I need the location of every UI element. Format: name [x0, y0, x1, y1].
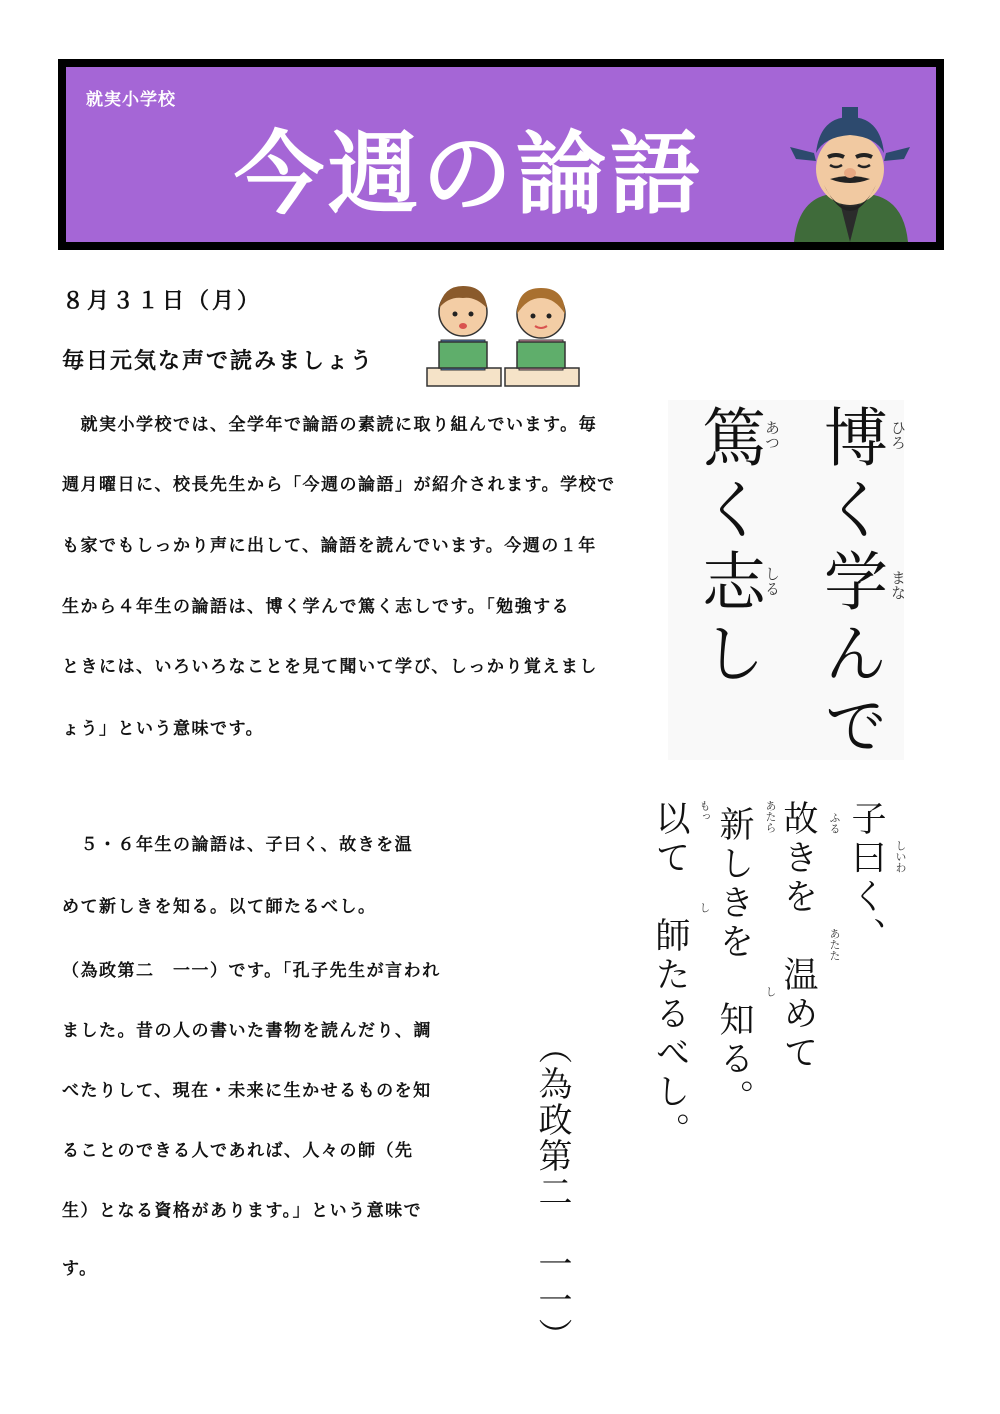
- calligraphy-line-1: 博く学んで: [813, 404, 887, 764]
- ruby-mana: まな: [889, 570, 907, 600]
- paragraph-line: 週月曜日に、校長先生から「今週の論語」が紹介されます。学校で: [62, 475, 616, 495]
- confucius-illustration: [786, 107, 914, 242]
- paragraph-line: 就実小学校では、全学年で論語の素読に取り組んでいます。毎: [62, 415, 598, 435]
- header-banner: [58, 59, 944, 250]
- kanbun-line-4: 以て 師たるべし。: [650, 800, 690, 1151]
- paragraph-line: ５・６年生の論語は、子曰く、故きを温: [62, 835, 414, 855]
- ruby-shi-2: し: [698, 902, 711, 913]
- paragraph-line: 生）となる資格があります。」という意味で: [62, 1201, 423, 1221]
- ruby-furu: ふる: [828, 812, 841, 834]
- senior-paragraph: [62, 830, 482, 1290]
- ruby-hiro: ひろ: [889, 420, 907, 450]
- paragraph-line: ょう」という意味です。: [62, 719, 265, 739]
- ruby-motsu: もっ: [698, 800, 711, 822]
- section-heading: 毎日元気な声で読みましょう: [62, 349, 375, 374]
- kanbun-line-1: 子曰く、: [846, 800, 886, 956]
- school-name: 就実小学校: [86, 90, 176, 110]
- ruby-atara: あたら: [764, 800, 777, 833]
- intro-paragraph: [62, 410, 654, 750]
- kanbun-line-2: 故きを 温めて: [778, 800, 818, 1073]
- paragraph-line: も家でもしっかり声に出して、論語を読んでいます。今週の１年: [62, 536, 597, 556]
- ruby-shiiwa: しいわ: [894, 840, 907, 873]
- paragraph-line: めて新しきを知る。以て師たるべし。: [62, 897, 377, 917]
- source-citation: （為政第二 一一）: [532, 1030, 572, 1354]
- calligraphy-line-2: 篤く志し: [691, 404, 765, 692]
- ruby-atsu: あつ: [763, 420, 781, 450]
- reading-children-illustration: [425, 280, 581, 388]
- paragraph-line: ることのできる人であれば、人々の師（先: [62, 1141, 414, 1161]
- ruby-shiru: しる: [763, 566, 781, 596]
- header-panel: [66, 67, 936, 242]
- ruby-shi-1: し: [764, 986, 777, 997]
- kanbun-line-3: 新しきを 知る。: [714, 806, 754, 1118]
- page-title: 今週の論語: [234, 122, 704, 227]
- paragraph-line: ました。昔の人の書いた書物を読んだり、調: [62, 1021, 432, 1041]
- paragraph-line: ときには、いろいろなことを見て聞いて学び、しっかり覚えまし: [62, 657, 598, 677]
- paragraph-line: べたりして、現在・未来に生かせるものを知: [62, 1081, 432, 1101]
- ruby-atata: あたた: [828, 928, 841, 961]
- paragraph-line: （為政第二 一一）です。「孔子先生が言われ: [62, 961, 441, 981]
- paragraph-line: す。: [62, 1259, 98, 1279]
- paragraph-line: 生から４年生の論語は、博く学んで篤く志しです。「勉強する: [62, 597, 571, 617]
- date-label: ８月３１日（月）: [62, 289, 263, 314]
